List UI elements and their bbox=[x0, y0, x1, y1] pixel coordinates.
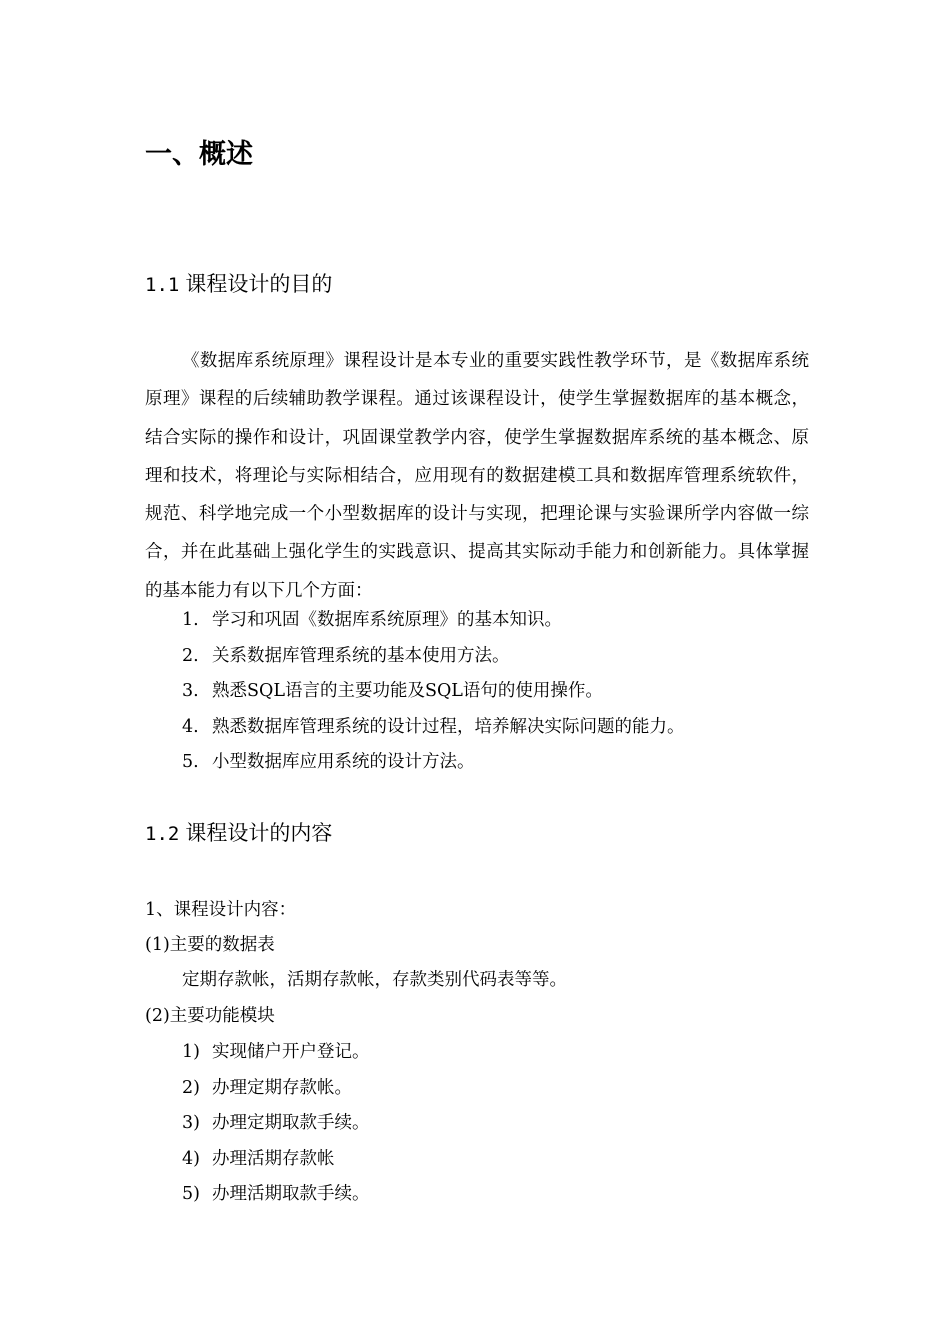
modules-list bbox=[182, 1035, 370, 1213]
abilities-list bbox=[182, 603, 685, 781]
section-number: 1.2 bbox=[145, 823, 180, 845]
list-marker: 4) bbox=[182, 1148, 200, 1169]
list-marker: 1) bbox=[182, 1042, 200, 1062]
list-item bbox=[182, 1142, 370, 1178]
subsection-heading-tables: (1)主要的数据表 bbox=[145, 935, 275, 955]
list-item-text: 熟悉SQL语言的主要功能及SQL语句的使用操作。 bbox=[212, 681, 603, 702]
list-item bbox=[182, 1106, 370, 1142]
chapter-title: 一、概述 bbox=[145, 139, 253, 170]
list-marker: 3) bbox=[182, 1113, 200, 1134]
list-item-text: 学习和巩固《数据库系统原理》的基本知识。 bbox=[212, 610, 562, 630]
list-item bbox=[182, 1035, 370, 1071]
list-marker: 5) bbox=[182, 1184, 200, 1205]
subsection-heading-modules: (2)主要功能模块 bbox=[145, 1006, 275, 1026]
list-item bbox=[182, 745, 685, 781]
tables-text: 定期存款帐，活期存款帐，存款类别代码表等等。 bbox=[182, 970, 567, 990]
list-item bbox=[182, 710, 685, 746]
list-item bbox=[182, 603, 685, 639]
list-item-text: 办理定期存款帐。 bbox=[212, 1077, 352, 1098]
list-marker: 2) bbox=[182, 1077, 200, 1098]
section-heading-purpose bbox=[145, 269, 332, 300]
list-marker: 4. bbox=[182, 716, 199, 737]
section-title-text: 课程设计的目的 bbox=[185, 272, 333, 296]
list-item bbox=[182, 1177, 370, 1213]
section-heading-content bbox=[145, 818, 332, 849]
list-item-text: 办理活期存款帐 bbox=[212, 1148, 335, 1169]
list-item-text: 办理活期取款手续。 bbox=[212, 1184, 370, 1205]
section-title-text: 课程设计的内容 bbox=[185, 821, 333, 845]
list-item-text: 实现储户开户登记。 bbox=[212, 1042, 370, 1062]
list-item-text: 办理定期取款手续。 bbox=[212, 1113, 370, 1134]
section-number: 1.1 bbox=[145, 274, 180, 296]
purpose-paragraph: 《数据库系统原理》课程设计是本专业的重要实践性教学环节，是《数据库系统原理》课程的后续辅助教学课程。通过该课程设计，使学生掌握数据库的基本概念，结合实际的操作和设计，巩固课堂教学内容，使学生掌握数据库系统的基本概念、原理和技术，将理论与实际相结合，应用现有的数据建模工具和数据库管理系统软件，规范、科学地完成一个小型数据库的设计与实现，把理论课与实验课所学内容做一综合，并在此基础上强化学生的实践意识、提高其实际动手能力和创新能力。具体掌握的基本能力有以下几个方面： bbox=[145, 351, 809, 601]
list-marker: 5. bbox=[182, 752, 199, 773]
list-item bbox=[182, 674, 685, 710]
list-marker: 3. bbox=[182, 681, 199, 702]
list-item-text: 关系数据库管理系统的基本使用方法。 bbox=[212, 645, 510, 666]
list-item bbox=[182, 1071, 370, 1107]
content-heading: 1、课程设计内容： bbox=[145, 900, 297, 920]
list-marker: 2. bbox=[182, 645, 199, 666]
list-marker: 1. bbox=[182, 610, 199, 630]
list-item-text: 小型数据库应用系统的设计方法。 bbox=[212, 752, 475, 773]
list-item bbox=[182, 639, 685, 675]
list-item-text: 熟悉数据库管理系统的设计过程，培养解决实际问题的能力。 bbox=[212, 716, 685, 737]
